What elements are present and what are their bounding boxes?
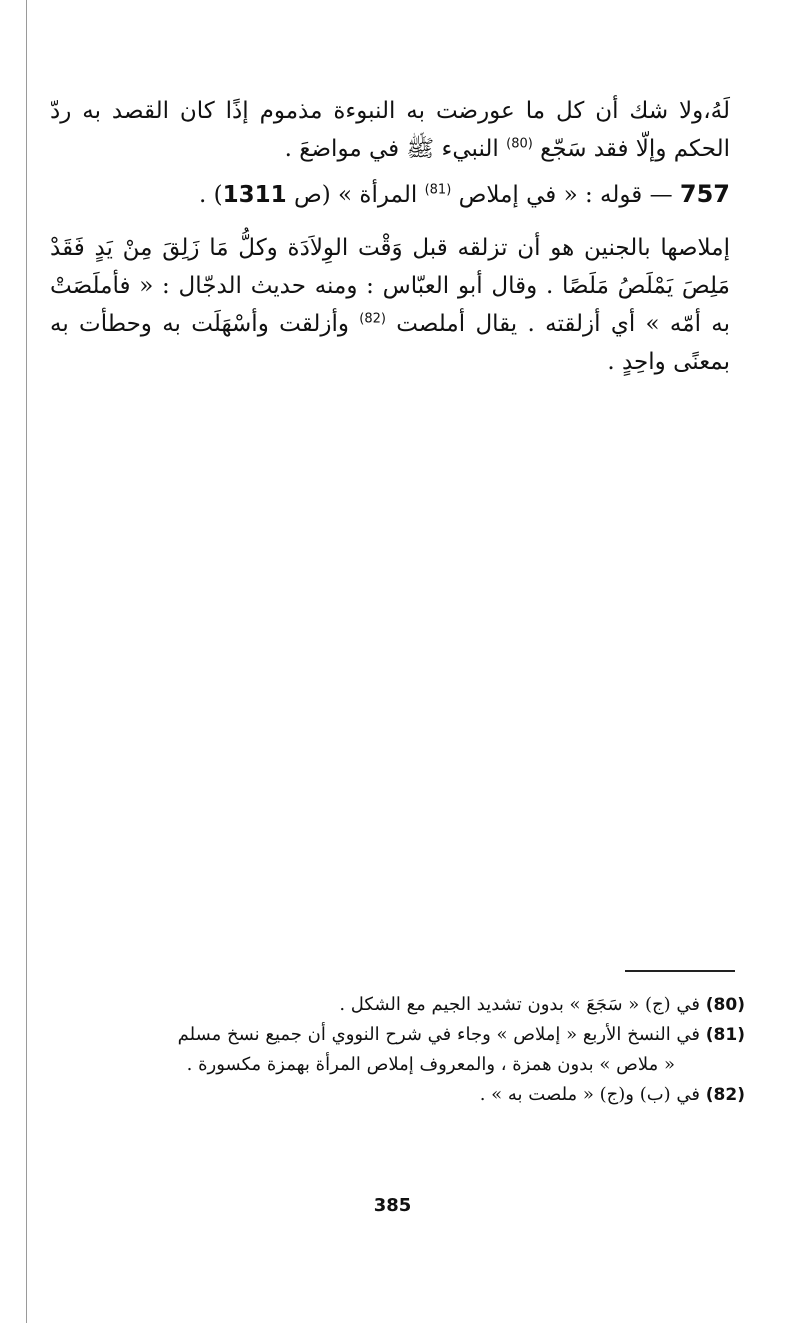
paragraph-intro-text-after: النبيء ﷺ في مواضعَ . bbox=[284, 136, 499, 162]
entry-dash: — bbox=[649, 182, 673, 208]
scan-edge-line bbox=[26, 0, 27, 1323]
footnote-text: « ملاص » بدون همزة ، والمعروف إملاص المرأة بهمزة مكسورة . bbox=[186, 1054, 675, 1075]
paragraph-explanation-text: إملاصها بالجنين هو أن تزلقه قبل وَقْت الوِلاَدَة وكلُّ مَا زَلِقَ مِنْ يَدٍ فَقَدْ مَلِصَ يَمْلَصُ مَلَصًا . وقال أبو العبّاس : ومنه حديث الدجّال : « فأملَصَتْ به أمّه » أي أزلقته . يقال أملصت bbox=[50, 235, 731, 337]
paragraph-intro bbox=[50, 92, 730, 168]
entry-page-reference: 1311 bbox=[222, 182, 287, 208]
footnote-text: في (ج) « سَجَعَ » بدون تشديد الجيم مع الشكل . bbox=[339, 994, 701, 1015]
entry-heading-text-after: المرأة » (ص bbox=[293, 182, 418, 208]
paragraph-explanation bbox=[50, 229, 730, 381]
footnote-82 bbox=[60, 1080, 745, 1110]
footnote-divider bbox=[625, 970, 735, 972]
paragraph-intro-text: لَهُ،ولا شك أن كل ما عورضت به النبوءة مذموم إذًا كان القصد به ردّ الحكم وإلّا فقد سَجّع bbox=[50, 98, 730, 162]
paragraph-explanation-text-after: وأزلقت وأسْهَلَت به وحطأت به بمعنًى واحِدٍ . bbox=[50, 311, 730, 375]
footnote-ref-81[interactable]: (81) bbox=[424, 182, 452, 198]
page-number: 385 bbox=[373, 1195, 412, 1216]
entry-heading bbox=[50, 174, 730, 215]
entry-number: 757 bbox=[679, 180, 730, 208]
main-text bbox=[50, 92, 730, 381]
entry-heading-text: قوله : « في إملاص bbox=[458, 182, 643, 208]
footnote-text: في (ب) و(ج) « ملصت به » . bbox=[479, 1084, 701, 1105]
footnote-text: في النسخ الأربع « إملاص » وجاء في شرح النووي أن جميع نسخ مسلم bbox=[177, 1024, 701, 1045]
footnote-81 bbox=[60, 1020, 745, 1050]
footnote-number: (81) bbox=[705, 1025, 745, 1045]
footnote-ref-80[interactable]: (80) bbox=[506, 136, 533, 152]
footnotes bbox=[60, 990, 745, 1110]
footnote-number: (82) bbox=[705, 1085, 745, 1105]
entry-heading-close: ) . bbox=[199, 182, 223, 208]
footnote-ref-82[interactable]: (82) bbox=[359, 311, 386, 327]
footnote-80 bbox=[60, 990, 745, 1020]
footnote-number: (80) bbox=[705, 995, 745, 1015]
footnote-81-continuation bbox=[60, 1050, 745, 1080]
